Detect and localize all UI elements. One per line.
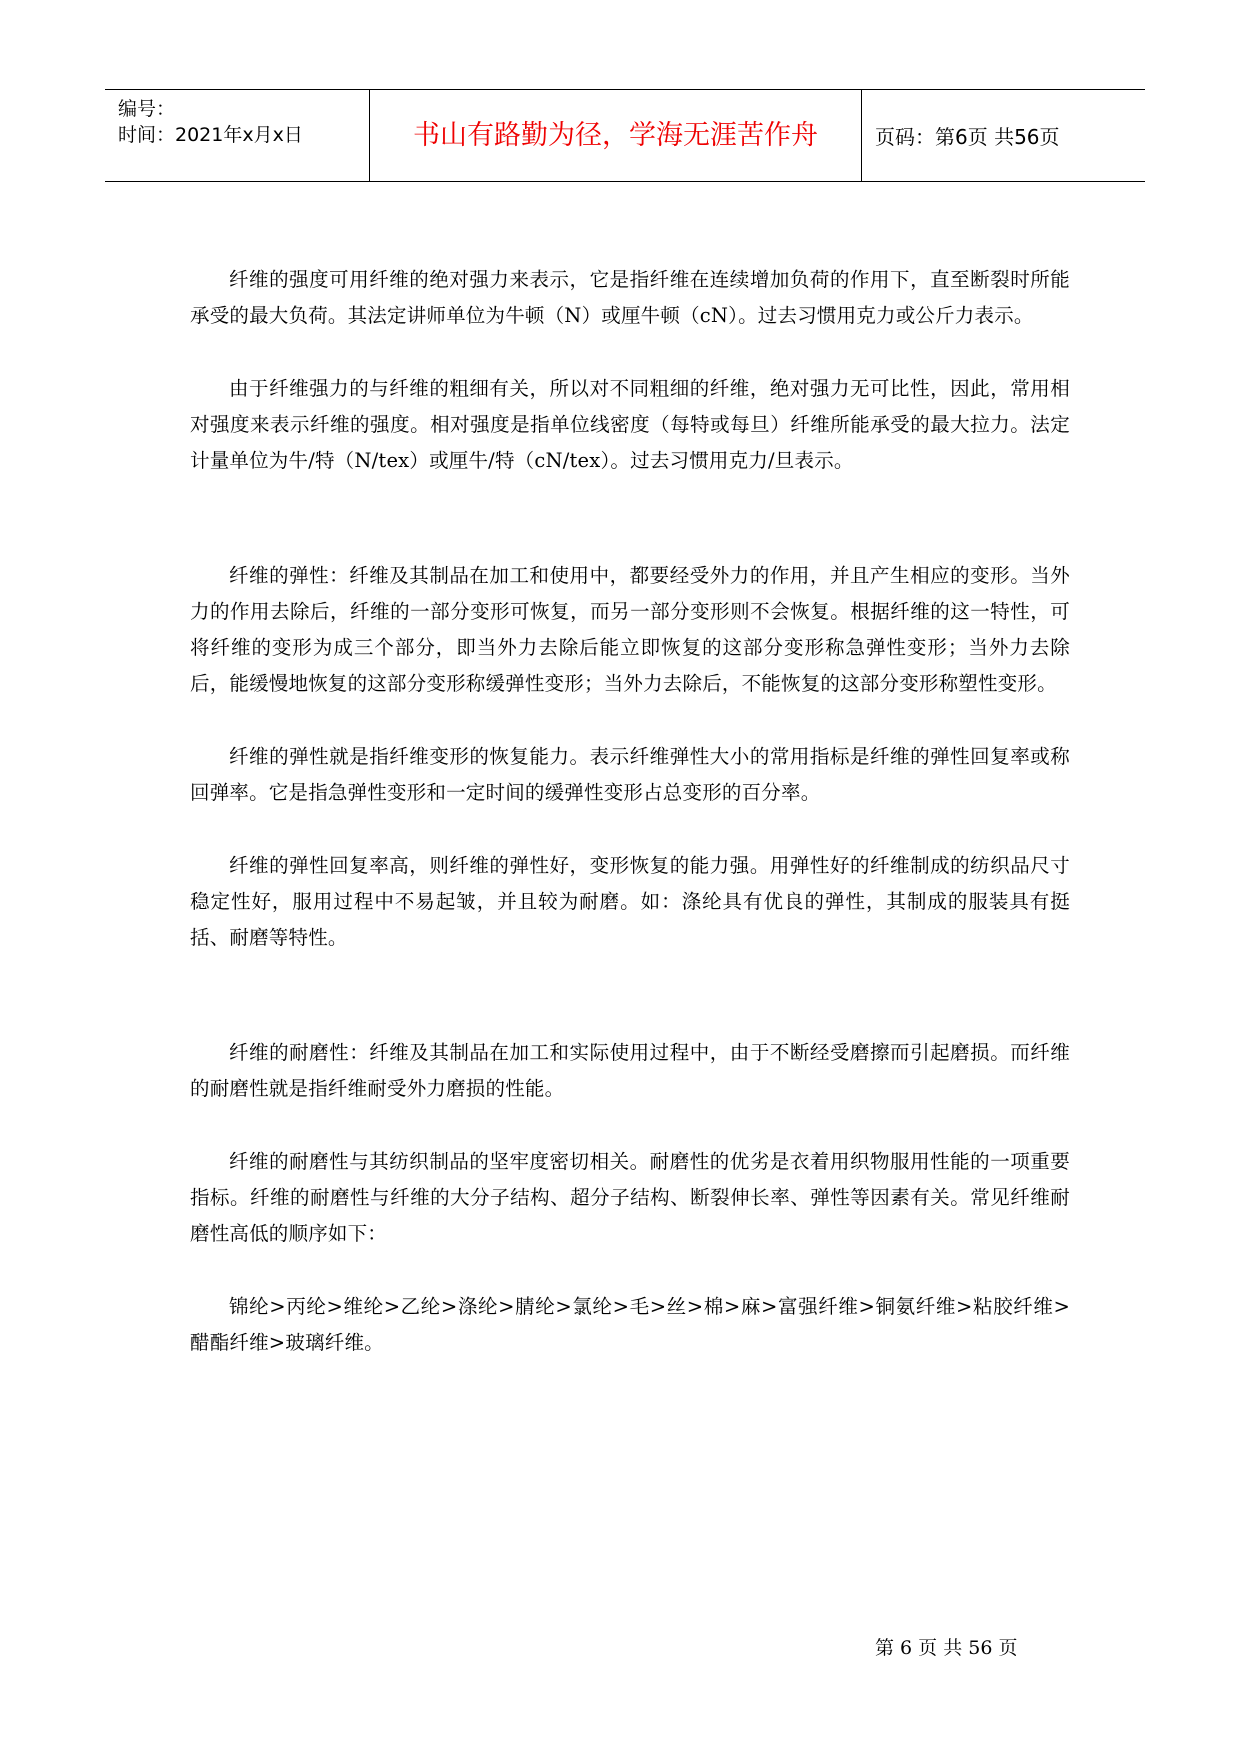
paragraph-elastic-recovery: 纤维的弹性就是指纤维变形的恢复能力。表示纤维弹性大小的常用指标是纤维的弹性回复率或称回弹率。它是指急弹性变形和一定时间的缓弹性变形占总变形的百分率。 — [190, 745, 1070, 804]
document-body — [190, 262, 1070, 1361]
header-time-label: 时间：2021年x月x日 — [118, 124, 303, 146]
paragraph-abrasion-order: 锦纶>丙纶>维纶>乙纶>涤纶>腈纶>氯纶>毛>丝>棉>麻>富强纤维>铜氨纤维>粘胶纤维>醋酯纤维>玻璃纤维。 — [190, 1295, 1070, 1354]
paragraph-abrasion-resistance: 纤维的耐磨性：纤维及其制品在加工和实际使用过程中，由于不断经受磨擦而引起磨损。而纤维的耐磨性就是指纤维耐受外力磨损的性能。 — [190, 1041, 1070, 1100]
header-number-label: 编号： — [118, 98, 176, 120]
paragraph-abrasion-factors: 纤维的耐磨性与其纺织制品的坚牢度密切相关。耐磨性的优劣是衣着用织物服用性能的一项重要指标。纤维的耐磨性与纤维的大分子结构、超分子结构、断裂伸长率、弹性等因素有关。常见纤维耐磨性高低的顺序如下： — [190, 1150, 1070, 1245]
header-meta — [118, 96, 303, 148]
paragraph-fiber-strength: 纤维的强度可用纤维的绝对强力来表示，它是指纤维在连续增加负荷的作用下，直至断裂时所能承受的最大负荷。其法定讲师单位为牛顿（N）或厘牛顿（cN）。过去习惯用克力或公斤力表示。 — [190, 268, 1070, 327]
paragraph-relative-strength: 由于纤维强力的与纤维的粗细有关，所以对不同粗细的纤维，绝对强力无可比性，因此，常用相对强度来表示纤维的强度。相对强度是指单位线密度（每特或每旦）纤维所能承受的最大拉力。法定计量单位为牛/特（N/tex）或厘牛/特（cN/tex）。过去习惯用克力/旦表示。 — [190, 377, 1070, 472]
page-footer: 第 6 页 共 56 页 — [875, 1637, 1018, 1659]
header-divider — [861, 90, 862, 181]
document-header — [105, 89, 1145, 182]
header-divider — [369, 90, 370, 181]
header-motto: 书山有路勤为径，学海无涯苦作舟 — [413, 120, 818, 151]
paragraph-fiber-elasticity: 纤维的弹性：纤维及其制品在加工和使用中，都要经受外力的作用，并且产生相应的变形。当外力的作用去除后，纤维的一部分变形可恢复，而另一部分变形则不会恢复。根据纤维的这一特性，可将纤维的变形为成三个部分，即当外力去除后能立即恢复的这部分变形称急弹性变形；当外力去除后，能缓慢地恢复的这部分变形称缓弹性变形；当外力去除后，不能恢复的这部分变形称塑性变形。 — [190, 564, 1070, 695]
paragraph-recovery-rate: 纤维的弹性回复率高，则纤维的弹性好，变形恢复的能力强。用弹性好的纤维制成的纺织品尺寸稳定性好，服用过程中不易起皱，并且较为耐磨。如：涤纶具有优良的弹性，其制成的服装具有挺括、耐磨等特性。 — [190, 854, 1070, 949]
header-page-info: 页码：第6页 共56页 — [875, 125, 1060, 149]
